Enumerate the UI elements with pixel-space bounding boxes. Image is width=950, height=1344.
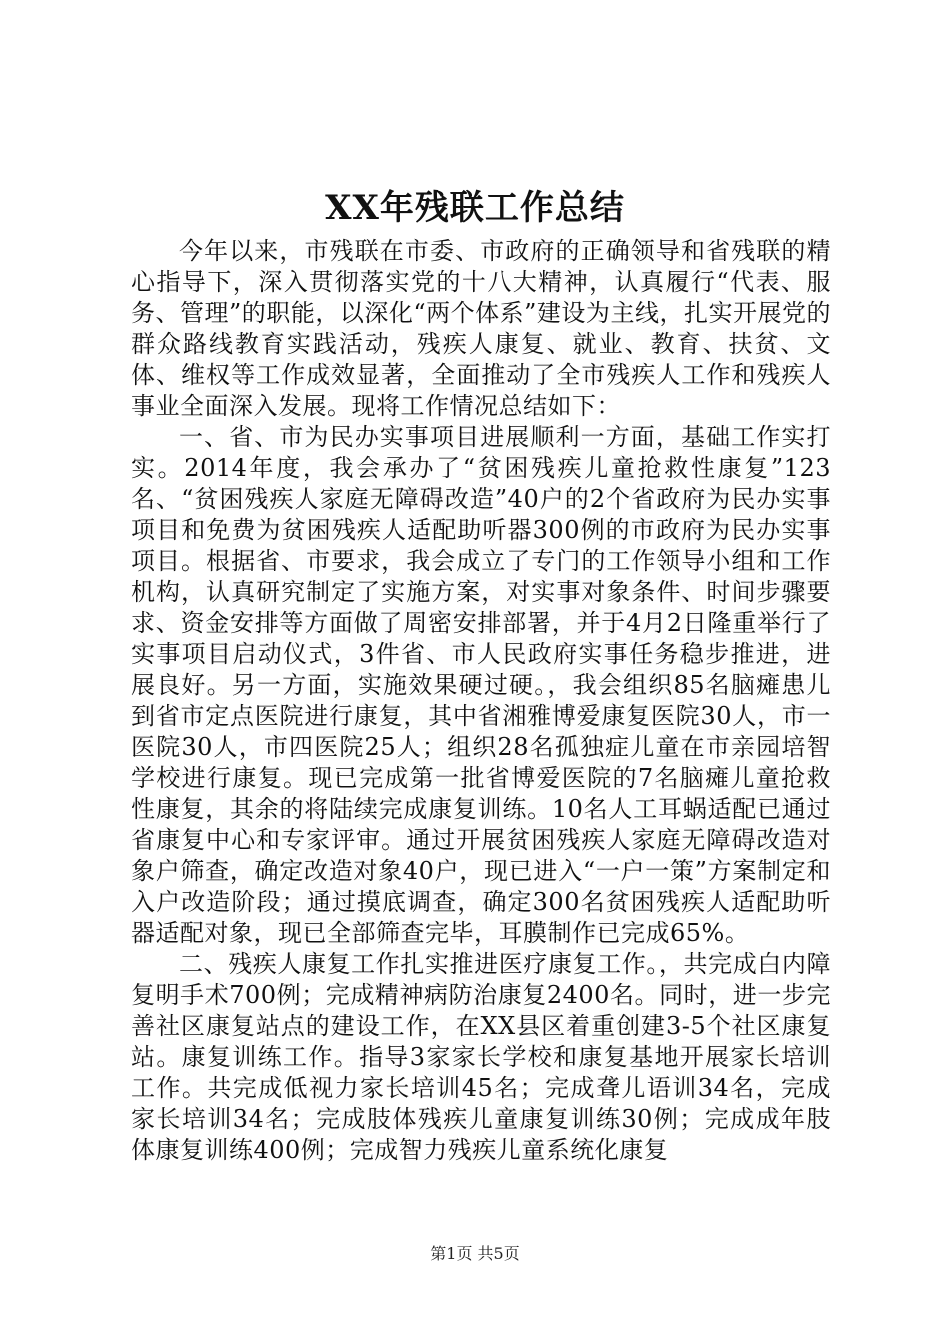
paragraph-section-1: 一、省、市为民办实事项目进展顺利一方面，基础工作实打实。2014年度，我会承办了“贫困残疾儿童抢救性康复”123名、“贫困残疾人家庭无障碍改造”40户的2个省政府为民办实事项目和免费为贫困残疾人适配助听器300例的市政府为民办实事项目。根据省、市要求，我会成立了专门的工作领导小组和工作机构，认真研究制定了实施方案，对实事对象条件、时间步骤要求、资金安排等方面做了周密安排部署，并于4月2日隆重举行了实事项目启动仪式，3件省、市人民政府实事任务稳步推进，进展良好。另一方面，实施效果硬过硬。，我会组织85名脑瘫患儿到省市定点医院进行康复，其中省湘雅博爱康复医院30人，市一医院30人，市四医院25人；组织28名孤独症儿童在市亲园培智学校进行康复。现已完成第一批省博爱医院的7名脑瘫儿童抢救性康复，其余的将陆续完成康复训练。10名人工耳蜗适配已通过省康复中心和专家评审。通过开展贫困残疾人家庭无障碍改造对象户筛查，确定改造对象40户，现已进入“一户一策”方案制定和入户改造阶段；通过摸底调查，确定300名贫困残疾人适配助听器适配对象，现已全部筛查完毕，耳膜制作已完成65%。: [131, 423, 831, 947]
page-number-footer: 第1页 共5页: [430, 1244, 520, 1263]
document-body: [131, 236, 831, 1166]
paragraph-section-2: 二、残疾人康复工作扎实推进医疗康复工作。，共完成白内障复明手术700例；完成精神病防治康复2400名。同时，进一步完善社区康复站点的建设工作，在XX县区着重创建3-5个社区康复站。康复训练工作。指导3家家长学校和康复基地开展家长培训工作。共完成低视力家长培训45名；完成聋儿语训34名，完成家长培训34名；完成肢体残疾儿童康复训练30例；完成成年肢体康复训练400例；完成智力残疾儿童系统化康复: [131, 950, 831, 1164]
paragraph-intro: 今年以来，市残联在市委、市政府的正确领导和省残联的精心指导下，深入贯彻落实党的十八大精神，认真履行“代表、服务、管理”的职能，以深化“两个体系”建设为主线，扎实开展党的群众路线教育实践活动，残疾人康复、就业、教育、扶贫、文体、维权等工作成效显著，全面推动了全市残疾人工作和残疾人事业全面深入发展。现将工作情况总结如下：: [131, 237, 831, 420]
document-title: XX年残联工作总结: [325, 188, 625, 228]
